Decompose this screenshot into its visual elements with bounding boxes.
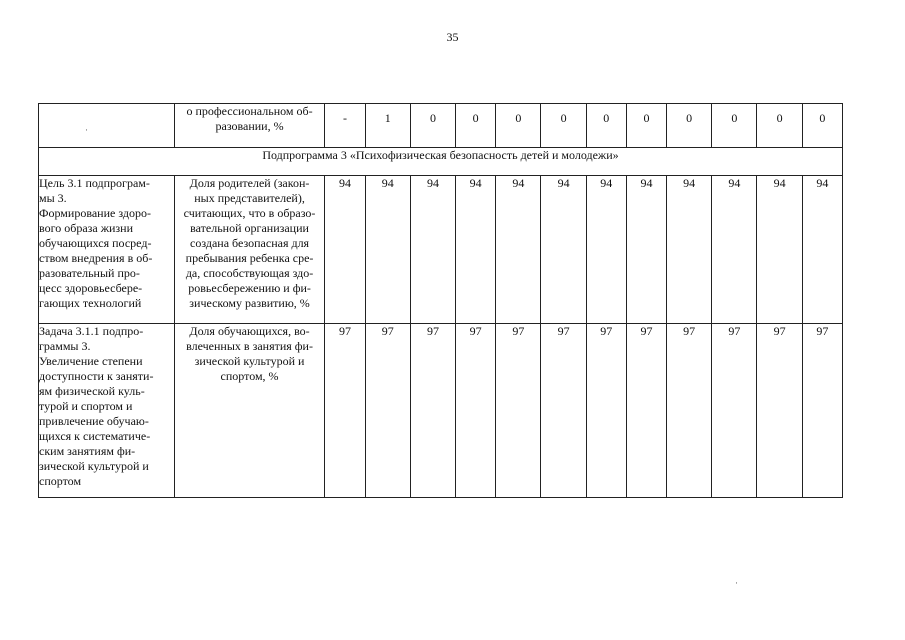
value-cell: 94: [325, 176, 365, 324]
indicator-cell: Доля родителей (закон- ных представителей), считающих, что в образо- вательной организации создана безопасная для пребывания ребенка сре- да, способствующая здо- ровьесбережению и фи- зическому развитию, %: [174, 176, 325, 324]
scan-speck: ·: [85, 125, 88, 135]
value-cell: 97: [325, 324, 365, 498]
value-cell: 0: [667, 104, 712, 148]
value-cell: 97: [365, 324, 410, 498]
value-cell: 0: [456, 104, 496, 148]
value-cell: 94: [586, 176, 626, 324]
scan-speck: ·: [735, 578, 738, 588]
value-cell: 97: [757, 324, 802, 498]
value-cell: 0: [802, 104, 842, 148]
goal-cell: [39, 104, 175, 148]
value-cell: 94: [757, 176, 802, 324]
value-cell: 97: [496, 324, 541, 498]
value-cell: 94: [802, 176, 842, 324]
table-row: [39, 324, 843, 498]
indicator-cell: о профессиональном об- разовании, %: [174, 104, 325, 148]
value-cell: 0: [626, 104, 666, 148]
value-cell: 97: [712, 324, 757, 498]
value-cell: 94: [496, 176, 541, 324]
value-cell: 0: [586, 104, 626, 148]
table-row: [39, 176, 843, 324]
page-number: 35: [446, 30, 459, 44]
value-cell: 1: [365, 104, 410, 148]
value-cell: -: [325, 104, 365, 148]
value-cell: 94: [712, 176, 757, 324]
table-row: [39, 148, 843, 176]
value-cell: 97: [586, 324, 626, 498]
value-cell: 97: [802, 324, 842, 498]
value-cell: 0: [410, 104, 455, 148]
indicators-table: [38, 103, 843, 498]
value-cell: 97: [626, 324, 666, 498]
table-row: [39, 104, 843, 148]
value-cell: 0: [712, 104, 757, 148]
value-cell: 97: [667, 324, 712, 498]
indicator-cell: Доля обучающихся, во- влеченных в занятия фи- зической культурой и спортом, %: [174, 324, 325, 498]
value-cell: 94: [456, 176, 496, 324]
value-cell: 94: [365, 176, 410, 324]
value-cell: 97: [541, 324, 586, 498]
value-cell: 94: [410, 176, 455, 324]
value-cell: 94: [626, 176, 666, 324]
value-cell: 97: [456, 324, 496, 498]
value-cell: 0: [757, 104, 802, 148]
value-cell: 94: [541, 176, 586, 324]
value-cell: 0: [541, 104, 586, 148]
value-cell: 0: [496, 104, 541, 148]
subprogram-heading: Подпрограмма 3 «Психофизическая безопасность детей и молодежи»: [39, 148, 843, 176]
goal-cell: Задача 3.1.1 подпро- граммы 3. Увеличение степени доступности к заняти- ям физической куль- турой и спортом и привлечение обучаю- щихся к систематиче- ским занятиям фи- зической культурой и спортом: [39, 324, 175, 498]
value-cell: 94: [667, 176, 712, 324]
value-cell: 97: [410, 324, 455, 498]
goal-cell: Цель 3.1 подпрограм- мы 3. Формирование здоро- вого образа жизни обучающихся посред- ством внедрения в об- разовательный про- цесс здоровьесбере- гающих технологий: [39, 176, 175, 324]
